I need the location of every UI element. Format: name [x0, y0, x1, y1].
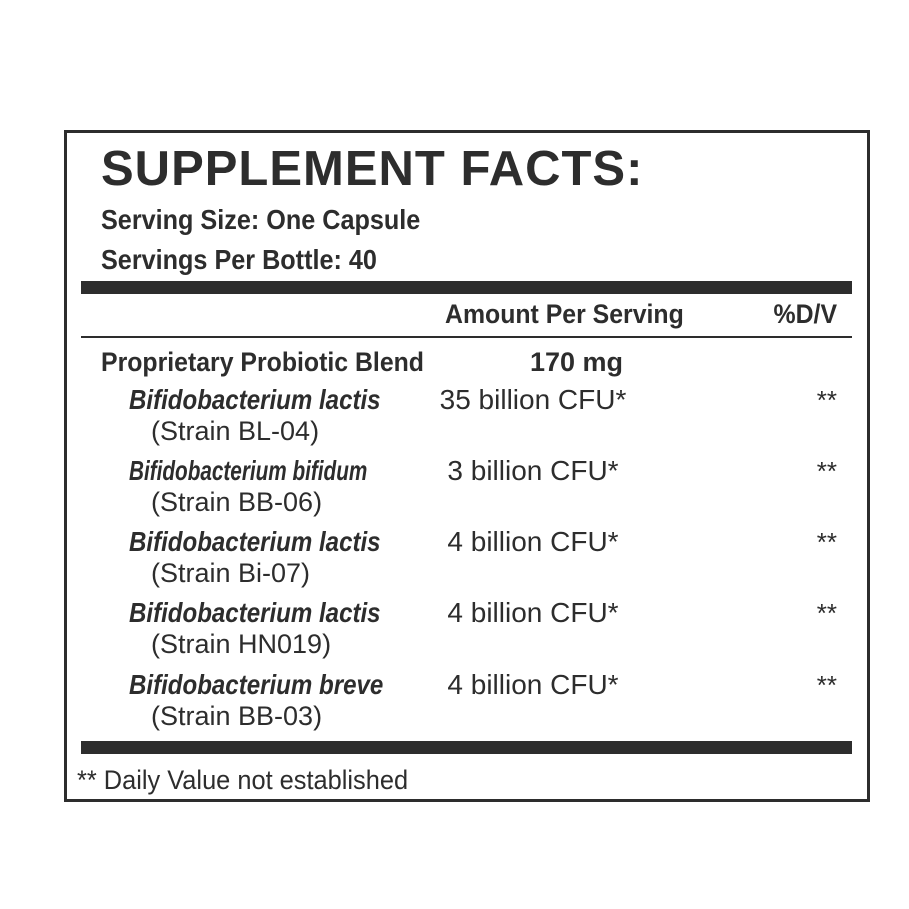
- ingredient-name: Bifidobacterium lactis: [129, 597, 381, 628]
- ingredient-amount: 35 billion CFU*: [439, 384, 627, 415]
- ingredient-daily-value: **: [816, 527, 837, 557]
- ingredient-row: [67, 668, 867, 734]
- servings-per-bottle: Servings Per Bottle: 40: [101, 244, 377, 275]
- column-header-rule: [81, 336, 852, 338]
- daily-value-footnote: ** Daily Value not established: [77, 765, 409, 795]
- ingredient-row: [67, 383, 867, 449]
- ingredient-amount: 3 billion CFU*: [447, 455, 619, 486]
- ingredient-strain: (Strain BB-06): [151, 487, 323, 517]
- ingredient-strain: (Strain Bi-07): [151, 558, 311, 588]
- header-divider-bar: [81, 281, 852, 294]
- footer-divider-bar: [81, 741, 852, 754]
- ingredient-amount: 4 billion CFU*: [447, 597, 619, 628]
- amount-column-header: Amount Per Serving: [445, 299, 684, 329]
- ingredient-strain: (Strain HN019): [151, 629, 332, 659]
- ingredient-row: [67, 525, 867, 591]
- panel-title: SUPPLEMENT FACTS:: [101, 142, 644, 196]
- supplement-facts-panel: [64, 130, 870, 802]
- ingredient-name: Bifidobacterium breve: [129, 669, 384, 700]
- ingredient-name: Bifidobacterium lactis: [129, 526, 381, 557]
- ingredient-row: [67, 454, 867, 520]
- ingredient-strain: (Strain BB-03): [151, 701, 323, 731]
- ingredient-amount: 4 billion CFU*: [447, 526, 619, 557]
- ingredient-daily-value: **: [816, 456, 837, 486]
- blend-name: Proprietary Probiotic Blend: [101, 347, 424, 377]
- blend-amount: 170 mg: [530, 347, 624, 377]
- ingredient-daily-value: **: [816, 670, 837, 700]
- ingredient-strain: (Strain BL-04): [151, 416, 320, 446]
- serving-size: Serving Size: One Capsule: [101, 204, 421, 235]
- ingredient-daily-value: **: [816, 385, 837, 415]
- ingredient-row: [67, 596, 867, 662]
- ingredient-name: Bifidobacterium lactis: [129, 384, 381, 415]
- ingredient-daily-value: **: [816, 598, 837, 628]
- ingredient-name: Bifidobacterium bifidum: [129, 455, 368, 486]
- daily-value-column-header: %D/V: [773, 299, 837, 329]
- ingredient-amount: 4 billion CFU*: [447, 669, 619, 700]
